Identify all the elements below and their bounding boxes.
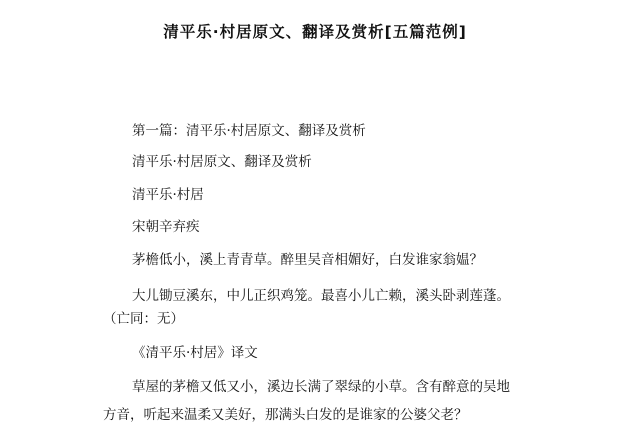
poem-line: 茅檐低小，溪上青青草。醉里吴音相媚好，白发谁家翁媪？ — [132, 252, 483, 268]
subheading: 清平乐·村居原文、翻译及赏析 — [132, 154, 312, 170]
document-title: 清平乐·村居原文、翻译及赏析[五篇范例] — [163, 23, 467, 41]
translation-text: 草屋的茅檐又低又小，溪边长满了翠绿的小草。含有醉意的吴地 — [132, 379, 510, 395]
poem-note: （亡同：无） — [103, 311, 184, 327]
translation-text: 方音，听起来温柔又美好，那满头白发的是谁家的公婆父老？ — [103, 407, 468, 423]
poem-author: 宋朝辛弃疾 — [132, 219, 200, 235]
poem-title: 清平乐·村居 — [132, 187, 204, 203]
translation-heading: 《清平乐·村居》译文 — [132, 345, 258, 361]
poem-line: 大儿锄豆溪东，中儿正织鸡笼。最喜小儿亡赖，溪头卧剥莲蓬。 — [132, 288, 510, 304]
section-heading: 第一篇：清平乐·村居原文、翻译及赏析 — [132, 123, 366, 139]
